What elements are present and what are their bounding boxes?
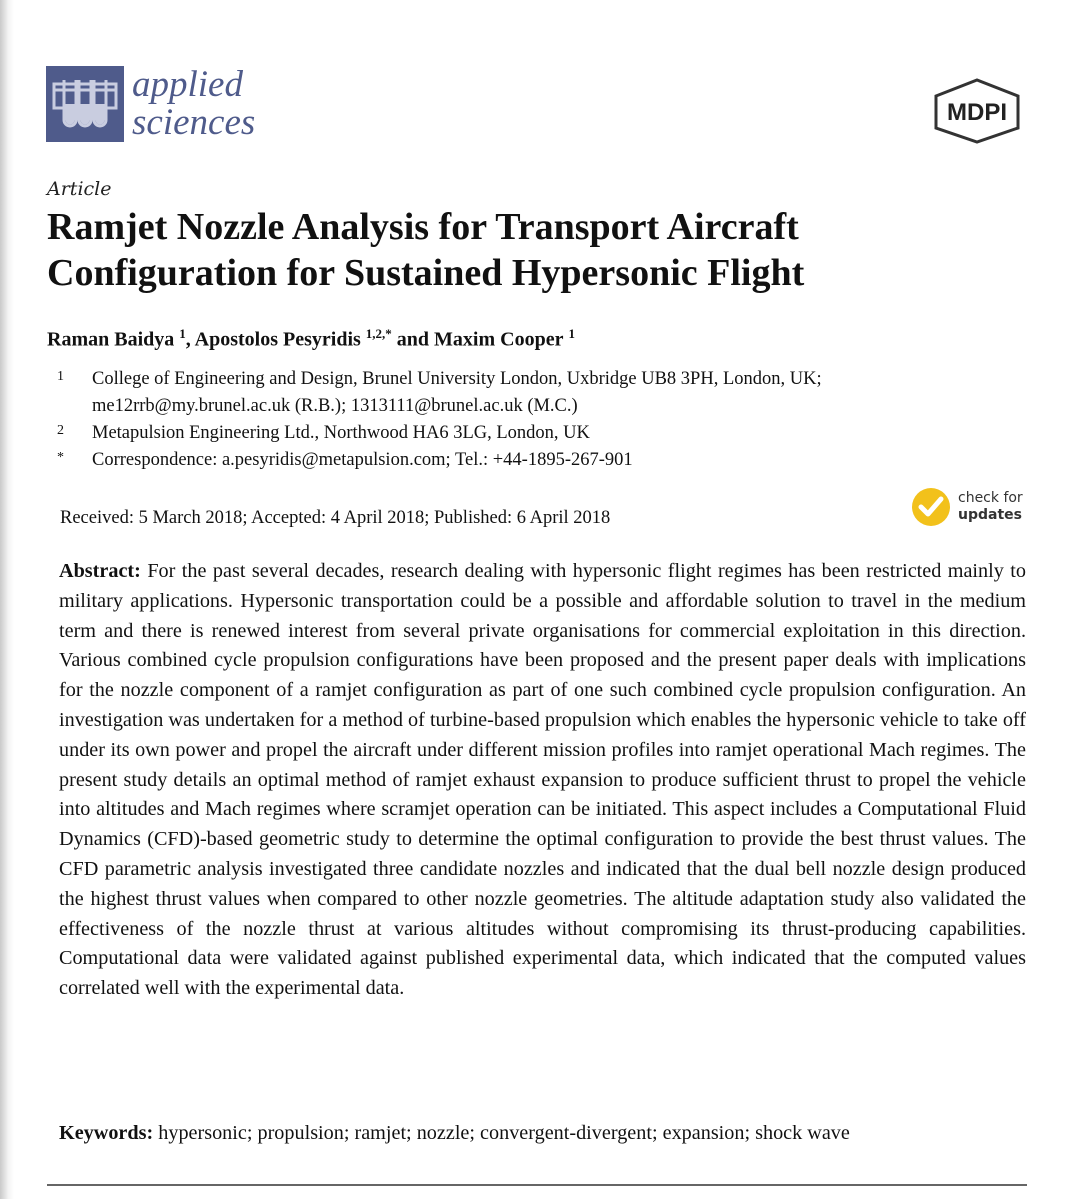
author-name[interactable]: Raman Baidya xyxy=(47,328,175,351)
author-affil-sup: 1 xyxy=(179,326,186,341)
publication-dates: Received: 5 March 2018; Accepted: 4 April 2018; Published: 6 April 2018 xyxy=(60,508,611,528)
checkmark-icon xyxy=(912,488,950,526)
author-affil-sup: 1 xyxy=(568,326,575,341)
mdpi-logo[interactable] xyxy=(928,78,1026,144)
paper-title: Ramjet Nozzle Analysis for Transport Aircraft Configuration for Sustained Hypersonic Flight xyxy=(47,206,805,294)
check-for-updates-label xyxy=(958,490,1023,524)
journal-name-line2: sciences xyxy=(132,102,256,143)
footer-divider xyxy=(47,1184,1027,1186)
check-line2: updates xyxy=(958,507,1022,523)
author-separator: , xyxy=(185,328,195,351)
affiliation-text xyxy=(92,366,1017,420)
keywords-label: Keywords: xyxy=(59,1122,154,1144)
author-name[interactable]: Apostolos Pesyridis xyxy=(194,328,361,351)
correspondence-item xyxy=(57,447,1017,474)
check-line1: check for xyxy=(958,490,1023,506)
abstract-text: For the past several decades, research dealing with hypersonic flight regimes has been restricted mainly to military applications. Hypersonic transportation could be a possible and affordable solution to travel in the medium term and there is renewed interest from several private organisations for commercial exploitation in this direction. Various combined cycle propulsion configurations have been proposed and the present paper deals with implications for the nozzle component of a ramjet configuration as part of one such combined cycle propulsion configuration. An investigation was undertaken for a method of turbine-based propulsion which enables the hypersonic vehicle to take off under its own power and propel the aircraft under different mission profiles into ramjet operational Mach regimes. The present study details an optimal method of ramjet exhaust expansion to produce sufficient thrust to propel the vehicle into altitudes and Mach regimes where scramjet operation can be initiated. This aspect includes a Computational Fluid Dynamics (CFD)-based geometric study to determine the optimal configuration to provide the best thrust values. The CFD parametric analysis investigated three candidate nozzles and indicated that the dual bell nozzle design produced the highest thrust values when compared to other nozzle geometries. The altitude adaptation study also validated the effectiveness of the nozzle thrust at various altitudes without compromising its thrust-producing capabilities. Computational data were validated against published experimental data, which indicated that the computed values correlated well with the experimental data. xyxy=(59,560,1026,1000)
page-edge-shadow xyxy=(0,0,14,1199)
publisher-name: MDPI xyxy=(947,99,1007,126)
keywords xyxy=(59,1122,1029,1145)
journal-logo[interactable] xyxy=(46,66,255,142)
affiliation-line: College of Engineering and Design, Brunel University London, Uxbridge UB8 3PH, London, UK; xyxy=(92,369,822,389)
author-name[interactable]: Maxim Cooper xyxy=(434,328,564,351)
article-type: Article xyxy=(47,178,112,200)
affiliation-item xyxy=(57,420,1017,447)
affiliation-emails[interactable]: me12rrb@my.brunel.ac.uk (R.B.); 1313111@brunel.ac.uk (M.C.) xyxy=(92,396,578,416)
affiliation-mark: 2 xyxy=(57,423,64,438)
author-list xyxy=(47,326,575,352)
affiliation-text: Metapulsion Engineering Ltd., Northwood HA6 3LG, London, UK xyxy=(92,423,590,443)
affiliation-mark: * xyxy=(57,450,64,465)
author-separator: and xyxy=(391,328,435,351)
affiliation-list xyxy=(57,366,1017,474)
abstract-label: Abstract: xyxy=(59,560,141,582)
keywords-text: hypersonic; propulsion; ramjet; nozzle; convergent-divergent; expansion; shock wave xyxy=(158,1122,850,1144)
check-for-updates-badge[interactable] xyxy=(912,488,1023,526)
abstract xyxy=(59,557,1026,1004)
correspondence-text[interactable]: Correspondence: a.pesyridis@metapulsion.com; Tel.: +44-1895-267-901 xyxy=(92,450,633,470)
journal-name-line1: applied xyxy=(132,64,243,105)
author-affil-sup: 1,2,* xyxy=(365,326,392,341)
journal-name xyxy=(132,66,255,142)
affiliation-mark: 1 xyxy=(57,369,64,384)
affiliation-item xyxy=(57,366,1017,420)
test-tubes-icon xyxy=(46,66,124,142)
